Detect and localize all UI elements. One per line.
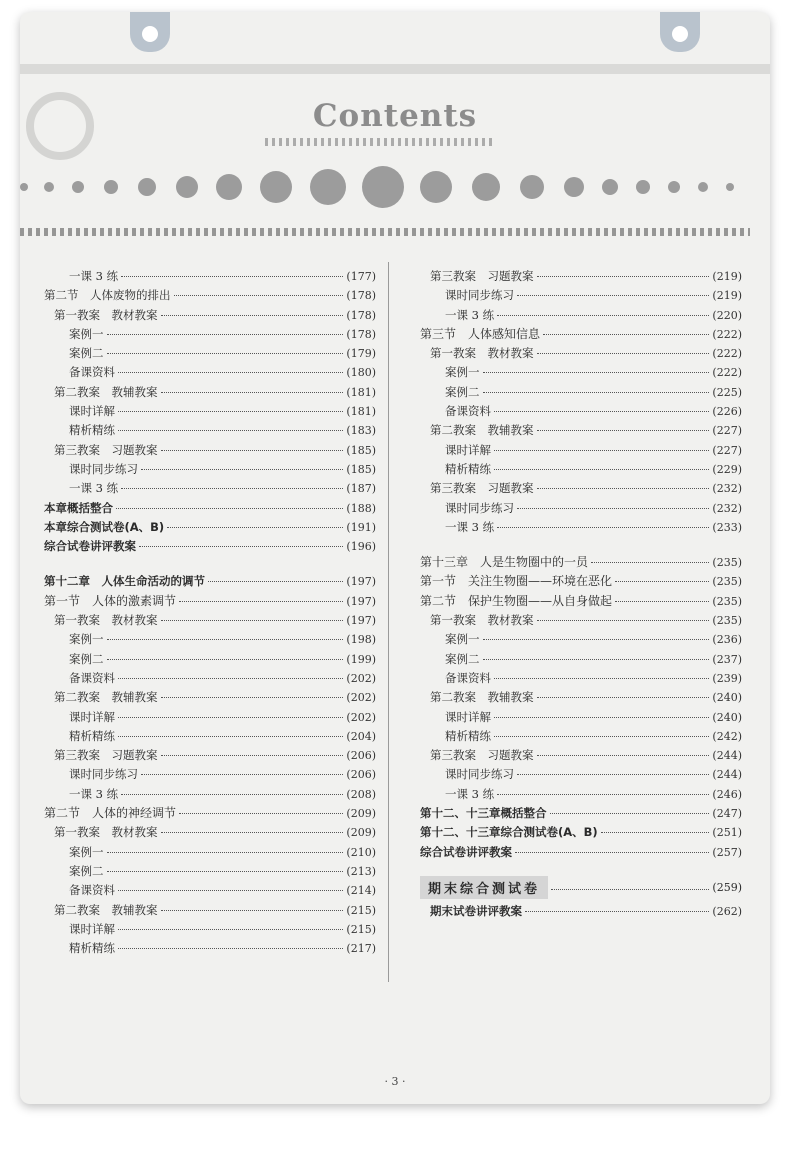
toc-entry[interactable] bbox=[420, 765, 742, 784]
toc-entry[interactable] bbox=[44, 344, 376, 363]
toc-entry[interactable] bbox=[420, 553, 742, 572]
dot-leader bbox=[208, 580, 343, 582]
toc-entry-label: 第一教案 教材教案 bbox=[430, 613, 534, 628]
dot-leader bbox=[483, 658, 710, 660]
title-ornament bbox=[265, 138, 495, 146]
wavy-divider bbox=[20, 228, 750, 236]
toc-entry-page: (181) bbox=[346, 405, 376, 419]
toc-entry-page: (202) bbox=[346, 671, 376, 685]
toc-entry-label: 一课 3 练 bbox=[69, 481, 119, 496]
book-page bbox=[20, 12, 770, 1104]
hanger-clip-left bbox=[130, 12, 170, 52]
toc-entry-page: (227) bbox=[712, 424, 742, 438]
toc-entry-label: 期末试卷讲评教案 bbox=[430, 903, 522, 918]
toc-entry-page: (202) bbox=[346, 710, 376, 724]
dot-leader bbox=[118, 429, 343, 431]
toc-entry-page: (197) bbox=[346, 575, 376, 589]
toc-entry-page: (217) bbox=[346, 942, 376, 956]
toc-entry[interactable] bbox=[44, 572, 376, 591]
final-exam-label: 期末综合测试卷 bbox=[420, 876, 548, 899]
toc-entry-label: 案例一 bbox=[69, 326, 104, 341]
toc-entry-page: (177) bbox=[346, 270, 376, 283]
toc-entry[interactable] bbox=[44, 267, 376, 286]
toc-entry-label: 第十三章 人是生物圈中的一员 bbox=[420, 555, 589, 570]
toc-entry[interactable] bbox=[420, 843, 742, 862]
dot-leader bbox=[537, 619, 710, 621]
toc-entry-label: 课时同步练习 bbox=[445, 767, 514, 782]
toc-entry-page: (197) bbox=[346, 594, 376, 608]
toc-entry-page: (206) bbox=[346, 749, 376, 763]
toc-left-column bbox=[44, 267, 376, 958]
toc-entry-label: 案例一 bbox=[445, 365, 480, 380]
toc-entry[interactable] bbox=[44, 402, 376, 421]
dot-leader bbox=[483, 638, 710, 640]
toc-entry-label: 课时详解 bbox=[69, 404, 115, 419]
dot-leader bbox=[174, 294, 344, 296]
dot-leader bbox=[494, 449, 709, 451]
toc-entry-page: (178) bbox=[346, 327, 376, 341]
toc-entry-page: (180) bbox=[346, 366, 376, 380]
toc-entry-label: 案例二 bbox=[69, 863, 104, 878]
dot-leader bbox=[537, 487, 710, 489]
hanger-clip-right bbox=[660, 12, 700, 52]
dot-leader bbox=[118, 677, 343, 679]
toc-entry-page: (185) bbox=[346, 443, 376, 457]
toc-entry[interactable] bbox=[44, 862, 376, 881]
dot-leader bbox=[515, 851, 709, 853]
dot-leader bbox=[615, 600, 709, 602]
toc-entry-label: 综合试卷讲评教案 bbox=[44, 539, 136, 554]
toc-entry-page: (235) bbox=[712, 594, 742, 608]
toc-entry[interactable] bbox=[420, 669, 742, 688]
dot-leader bbox=[483, 391, 710, 393]
toc-entry[interactable] bbox=[44, 785, 376, 804]
dot-leader bbox=[497, 526, 709, 528]
toc-entry[interactable] bbox=[420, 363, 742, 382]
dot-leader bbox=[161, 909, 344, 911]
dot-leader bbox=[161, 449, 344, 451]
toc-entry-page: (222) bbox=[712, 327, 742, 341]
toc-entry[interactable] bbox=[420, 421, 742, 440]
toc-entry-page: (214) bbox=[346, 884, 376, 898]
toc-entry-page: (222) bbox=[712, 366, 742, 380]
toc-entry[interactable] bbox=[420, 306, 742, 325]
toc-entry-page: (232) bbox=[712, 501, 742, 515]
toc-entry[interactable] bbox=[44, 901, 376, 920]
toc-entry-label: 第二节 人体的神经调节 bbox=[44, 806, 177, 821]
toc-entry[interactable] bbox=[44, 363, 376, 382]
page-number: · 3 · bbox=[384, 1075, 406, 1088]
toc-entry[interactable] bbox=[420, 688, 742, 707]
toc-entry-label: 本章综合测试卷(A、B) bbox=[44, 519, 165, 534]
dot-leader bbox=[494, 410, 709, 412]
toc-entry-page: (178) bbox=[346, 289, 376, 303]
toc-entry-label: 备课资料 bbox=[445, 404, 491, 419]
toc-entry-page: (247) bbox=[712, 807, 742, 821]
toc-entry-label: 第一教案 教材教案 bbox=[430, 346, 534, 361]
toc-entry-label: 第十二、十三章综合测试卷(A、B) bbox=[420, 825, 598, 840]
toc-entry-page: (219) bbox=[712, 270, 742, 283]
toc-entry-label: 综合试卷讲评教案 bbox=[420, 844, 512, 859]
toc-entry[interactable] bbox=[44, 441, 376, 460]
toc-entry[interactable] bbox=[44, 630, 376, 649]
toc-entry-page: (225) bbox=[712, 385, 742, 399]
toc-entry-page: (240) bbox=[712, 710, 742, 724]
toc-entry[interactable] bbox=[44, 383, 376, 402]
toc-entry[interactable] bbox=[420, 518, 742, 537]
toc-entry-label: 一课 3 练 bbox=[445, 307, 495, 322]
toc-entry[interactable] bbox=[420, 592, 742, 611]
toc-entry[interactable] bbox=[420, 650, 742, 669]
dot-leader bbox=[118, 410, 343, 412]
toc-entry-label: 课时同步练习 bbox=[445, 500, 514, 515]
toc-entry[interactable] bbox=[44, 306, 376, 325]
dot-leader bbox=[161, 391, 344, 393]
toc-entry[interactable] bbox=[420, 441, 742, 460]
toc-entry-label: 精析精练 bbox=[69, 423, 115, 438]
toc-entry[interactable] bbox=[420, 479, 742, 498]
toc-entry-page: (191) bbox=[346, 520, 376, 534]
toc-entry[interactable] bbox=[44, 804, 376, 823]
toc-entry-page: (244) bbox=[712, 749, 742, 763]
dot-leader bbox=[543, 333, 709, 335]
toc-entry-label: 第二教案 教辅教案 bbox=[54, 384, 158, 399]
toc-entry-label: 第三教案 习题教案 bbox=[430, 269, 534, 283]
toc-entry[interactable] bbox=[44, 939, 376, 958]
toc-entry-label: 课时同步练习 bbox=[69, 767, 138, 782]
toc-entry[interactable] bbox=[420, 267, 742, 286]
toc-entry-page: (213) bbox=[346, 864, 376, 878]
toc-entry[interactable] bbox=[44, 746, 376, 765]
toc-entry-page: (178) bbox=[346, 308, 376, 322]
toc-entry-label: 课时详解 bbox=[445, 442, 491, 457]
toc-entry-label: 第三教案 习题教案 bbox=[430, 748, 534, 763]
toc-entry-page: (196) bbox=[346, 540, 376, 554]
toc-entry-page: (215) bbox=[346, 903, 376, 917]
dot-leader bbox=[118, 947, 343, 949]
dot-leader bbox=[121, 275, 343, 277]
toc-entry-label: 案例二 bbox=[69, 346, 104, 361]
toc-entry[interactable] bbox=[420, 630, 742, 649]
toc-entry[interactable] bbox=[44, 460, 376, 479]
toc-entry-label: 本章概括整合 bbox=[44, 500, 113, 515]
dot-leader bbox=[497, 793, 709, 795]
toc-entry-page: (227) bbox=[712, 443, 742, 457]
toc-entry[interactable] bbox=[420, 460, 742, 479]
toc-entry-label: 第一教案 教材教案 bbox=[54, 613, 158, 628]
dot-leader bbox=[161, 754, 344, 756]
dot-leader bbox=[118, 716, 343, 718]
toc-entry-label: 第三教案 习题教案 bbox=[54, 442, 158, 457]
toc-entry[interactable] bbox=[44, 823, 376, 842]
toc-entry-label: 一课 3 练 bbox=[69, 269, 119, 283]
final-exam-heading[interactable] bbox=[420, 876, 742, 900]
toc-entry-label: 精析精练 bbox=[69, 941, 115, 956]
toc-entry[interactable] bbox=[420, 402, 742, 421]
toc-entry-page: (239) bbox=[712, 671, 742, 685]
dot-ornament-row bbox=[20, 162, 770, 212]
dot-leader bbox=[494, 677, 709, 679]
toc-entry-label: 备课资料 bbox=[69, 883, 115, 898]
toc-entry-label: 课时同步练习 bbox=[445, 288, 514, 303]
toc-entry-page: (197) bbox=[346, 614, 376, 628]
dot-leader bbox=[179, 600, 343, 602]
dot-leader bbox=[497, 314, 709, 316]
final-exam-page: (259) bbox=[712, 881, 742, 895]
toc-entry-label: 一课 3 练 bbox=[445, 519, 495, 534]
toc-entry-label: 第二教案 教辅教案 bbox=[54, 690, 158, 705]
dot-leader bbox=[537, 352, 710, 354]
dot-leader bbox=[517, 294, 709, 296]
dot-leader bbox=[537, 275, 710, 277]
toc-entry-page: (229) bbox=[712, 462, 742, 476]
toc-entry-label: 一课 3 练 bbox=[445, 786, 495, 801]
toc-entry-label: 第三节 人体感知信息 bbox=[420, 326, 541, 341]
toc-entry-label: 第十二、十三章概括整合 bbox=[420, 806, 547, 821]
dot-leader bbox=[139, 545, 343, 547]
dot-leader bbox=[161, 314, 344, 316]
toc-entry-page: (206) bbox=[346, 768, 376, 782]
toc-entry[interactable] bbox=[420, 572, 742, 591]
toc-entry-page: (210) bbox=[346, 845, 376, 859]
toc-entry-label: 备课资料 bbox=[69, 365, 115, 380]
dot-leader bbox=[141, 468, 343, 470]
toc-entry-label: 精析精练 bbox=[445, 728, 491, 743]
dot-leader bbox=[141, 773, 343, 775]
toc-entry-label: 第三教案 习题教案 bbox=[54, 748, 158, 763]
toc-entry-page: (220) bbox=[712, 308, 742, 322]
toc-entry-label: 第二教案 教辅教案 bbox=[430, 423, 534, 438]
toc-entry-page: (209) bbox=[346, 826, 376, 840]
dot-leader bbox=[537, 754, 710, 756]
toc-entry-label: 备课资料 bbox=[445, 670, 491, 685]
dot-leader bbox=[615, 580, 709, 582]
dot-leader bbox=[118, 889, 343, 891]
dot-leader bbox=[121, 487, 343, 489]
toc-entry-page: (226) bbox=[712, 405, 742, 419]
toc-entry[interactable] bbox=[44, 325, 376, 344]
toc-entry-label: 案例二 bbox=[445, 651, 480, 666]
toc-entry-label: 案例一 bbox=[445, 632, 480, 647]
toc-entry-label: 第一节 关注生物圈——环境在恶化 bbox=[420, 574, 613, 589]
toc-entry[interactable] bbox=[44, 650, 376, 669]
toc-entry[interactable] bbox=[44, 881, 376, 900]
toc-entry-page: (208) bbox=[346, 787, 376, 801]
toc-entry-label: 案例二 bbox=[445, 384, 480, 399]
toc-entry-page: (183) bbox=[346, 424, 376, 438]
dot-leader bbox=[494, 716, 709, 718]
toc-entry[interactable] bbox=[420, 286, 742, 305]
toc-entry[interactable] bbox=[420, 344, 742, 363]
toc-entry[interactable] bbox=[44, 611, 376, 630]
toc-entry-page: (251) bbox=[712, 826, 742, 840]
dot-leader bbox=[116, 507, 343, 509]
dot-leader bbox=[107, 658, 344, 660]
dot-leader bbox=[107, 638, 344, 640]
toc-entry-label: 第一教案 教材教案 bbox=[54, 307, 158, 322]
toc-entry-page: (236) bbox=[712, 633, 742, 647]
dot-leader bbox=[161, 831, 344, 833]
toc-entry-label: 第一教案 教材教案 bbox=[54, 825, 158, 840]
dot-leader bbox=[179, 812, 343, 814]
toc-entry-page: (244) bbox=[712, 768, 742, 782]
dot-leader bbox=[517, 773, 709, 775]
toc-entry-label: 第二教案 教辅教案 bbox=[430, 690, 534, 705]
toc-entry[interactable] bbox=[420, 611, 742, 630]
toc-entry[interactable] bbox=[44, 421, 376, 440]
toc-entry-label: 课时详解 bbox=[69, 921, 115, 936]
toc-entry[interactable] bbox=[44, 286, 376, 305]
dot-leader bbox=[517, 507, 709, 509]
dot-leader bbox=[483, 371, 710, 373]
toc-entry[interactable] bbox=[44, 499, 376, 518]
dot-leader bbox=[107, 352, 344, 354]
dot-leader bbox=[118, 735, 343, 737]
toc-entry-label: 课时详解 bbox=[69, 709, 115, 724]
column-divider bbox=[388, 262, 389, 982]
toc-entry[interactable] bbox=[420, 499, 742, 518]
toc-entry[interactable] bbox=[44, 537, 376, 556]
toc-entry-page: (240) bbox=[712, 691, 742, 705]
toc-entry-page: (257) bbox=[712, 845, 742, 859]
toc-entry-label: 第二节 保护生物圈——从自身做起 bbox=[420, 593, 613, 608]
dot-leader bbox=[494, 468, 709, 470]
toc-entry[interactable] bbox=[420, 902, 742, 921]
toc-entry-label: 第十二章 人体生命活动的调节 bbox=[44, 574, 205, 589]
toc-entry-page: (246) bbox=[712, 787, 742, 801]
dot-leader bbox=[550, 812, 710, 814]
dot-leader bbox=[537, 429, 710, 431]
page-title: Contents bbox=[312, 98, 478, 134]
dot-leader bbox=[537, 696, 710, 698]
dot-leader bbox=[167, 526, 343, 528]
toc-entry[interactable] bbox=[420, 727, 742, 746]
toc-entry-label: 课时详解 bbox=[445, 709, 491, 724]
dot-leader bbox=[107, 333, 344, 335]
toc-entry-page: (215) bbox=[346, 922, 376, 936]
toc-entry-label: 第二教案 教辅教案 bbox=[54, 902, 158, 917]
toc-entry-label: 备课资料 bbox=[69, 670, 115, 685]
toc-entry[interactable] bbox=[420, 804, 742, 823]
toc-entry-page: (235) bbox=[712, 575, 742, 589]
toc-entry[interactable] bbox=[420, 708, 742, 727]
toc-entry[interactable] bbox=[44, 688, 376, 707]
toc-right-column bbox=[420, 267, 742, 921]
toc-entry[interactable] bbox=[44, 479, 376, 498]
toc-entry[interactable] bbox=[44, 592, 376, 611]
toc-entry-page: (179) bbox=[346, 347, 376, 361]
toc-entry-label: 精析精练 bbox=[69, 728, 115, 743]
toc-entry-page: (199) bbox=[346, 652, 376, 666]
toc-entry-label: 精析精练 bbox=[445, 461, 491, 476]
toc-entry-label: 案例一 bbox=[69, 844, 104, 859]
toc-entry-page: (262) bbox=[712, 904, 742, 918]
toc-entry[interactable] bbox=[44, 765, 376, 784]
toc-entry-page: (181) bbox=[346, 385, 376, 399]
toc-entry-page: (198) bbox=[346, 633, 376, 647]
dot-leader bbox=[601, 831, 710, 833]
toc-entry-page: (204) bbox=[346, 729, 376, 743]
toc-entry[interactable] bbox=[44, 518, 376, 537]
toc-entry-page: (242) bbox=[712, 729, 742, 743]
toc-entry-label: 课时同步练习 bbox=[69, 461, 138, 476]
dot-leader bbox=[161, 696, 344, 698]
dot-leader bbox=[107, 851, 344, 853]
toc-entry[interactable] bbox=[420, 325, 742, 344]
dot-leader bbox=[591, 561, 709, 563]
toc-entry-page: (202) bbox=[346, 691, 376, 705]
toc-entry-page: (219) bbox=[712, 289, 742, 303]
toc-entry[interactable] bbox=[420, 785, 742, 804]
toc-entry-page: (237) bbox=[712, 652, 742, 666]
toc-entry-label: 第二节 人体废物的排出 bbox=[44, 288, 171, 303]
toc-entry-label: 案例一 bbox=[69, 632, 104, 647]
toc-entry-page: (235) bbox=[712, 556, 742, 570]
toc-entry[interactable] bbox=[44, 843, 376, 862]
dot-leader bbox=[494, 735, 709, 737]
toc-entry-page: (235) bbox=[712, 614, 742, 628]
toc-entry[interactable] bbox=[420, 746, 742, 765]
toc-entry[interactable] bbox=[44, 727, 376, 746]
dot-leader bbox=[118, 928, 343, 930]
toc-entry[interactable] bbox=[44, 920, 376, 939]
toc-entry-page: (187) bbox=[346, 482, 376, 496]
toc-entry-page: (232) bbox=[712, 482, 742, 496]
toc-entry-page: (222) bbox=[712, 347, 742, 361]
toc-entry[interactable] bbox=[420, 823, 742, 842]
toc-entry-page: (185) bbox=[346, 462, 376, 476]
toc-entry-label: 案例二 bbox=[69, 651, 104, 666]
dot-leader bbox=[121, 793, 343, 795]
toc-entry-page: (188) bbox=[346, 501, 376, 515]
toc-entry[interactable] bbox=[44, 708, 376, 727]
toc-entry-page: (233) bbox=[712, 520, 742, 534]
dot-leader bbox=[161, 619, 344, 621]
dot-leader bbox=[118, 371, 343, 373]
dot-leader bbox=[107, 870, 344, 872]
toc-entry-label: 第一节 人体的激素调节 bbox=[44, 593, 177, 608]
toc-entry-page: (209) bbox=[346, 807, 376, 821]
toc-entry-label: 第三教案 习题教案 bbox=[430, 481, 534, 496]
toc-entry-label: 一课 3 练 bbox=[69, 786, 119, 801]
toc-entry[interactable] bbox=[44, 669, 376, 688]
toc-entry[interactable] bbox=[420, 383, 742, 402]
